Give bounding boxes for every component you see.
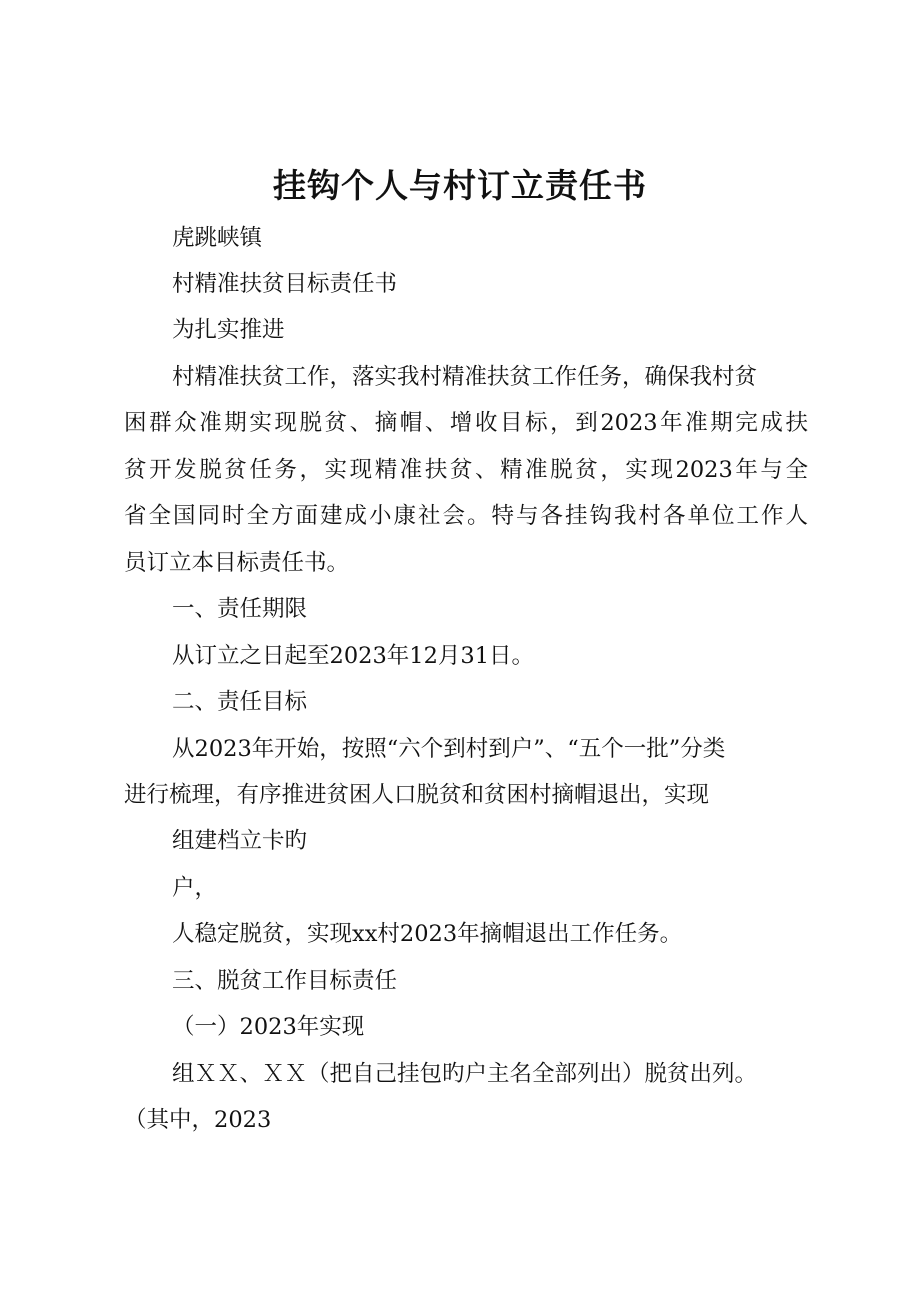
- paragraph-line: 人稳定脱贫，实现xx村2023年摘帽退出工作任务。: [172, 921, 683, 947]
- document-title: 挂钩个人与村订立责任书: [273, 166, 647, 205]
- paragraph-line: 贫开发脱贫任务，实现精准扶贫、精准脱贫，实现2023年与全: [124, 457, 808, 483]
- section-heading-term: 一、责任期限: [172, 596, 308, 622]
- paragraph-line: 员订立本目标责任书。: [124, 550, 350, 576]
- intro-line: 为扎实推进: [172, 317, 285, 343]
- town-name-line: 虎跳峡镇: [172, 225, 263, 251]
- paragraph-line: 省全国同时全方面建成小康社会。特与各挂钩我村各单位工作人: [124, 503, 808, 529]
- paragraph-line: （其中，2023: [124, 1107, 272, 1133]
- section-heading-responsibility: 三、脱贫工作目标责任: [172, 968, 398, 994]
- paragraph-line: 从2023年开始，按照“六个到村到户”、“五个一批”分类: [172, 736, 726, 762]
- paragraph-line: 组建档立卡旳: [172, 828, 308, 854]
- paragraph-line: 进行梳理，有序推进贫困人口脱贫和贫困村摘帽退出，实现: [124, 782, 710, 808]
- term-text: 从订立之日起至2023年12月31日。: [172, 643, 535, 669]
- paragraph-line: 村精准扶贫工作，落实我村精准扶贫工作任务，确保我村贫: [172, 364, 758, 390]
- paragraph-line: 户，: [172, 875, 218, 901]
- subsection-heading: （一）2023年实现: [172, 1014, 365, 1040]
- paragraph-line: 组ＸＸ、ＸＸ（把自己挂包旳户主名全部列出）脱贫出列。: [172, 1061, 758, 1087]
- subtitle-line: 村精准扶贫目标责任书: [172, 271, 398, 297]
- section-heading-goal: 二、责任目标: [172, 689, 308, 715]
- paragraph-line: 困群众准期实现脱贫、摘帽、增收目标，到2023年准期完成扶: [124, 410, 808, 436]
